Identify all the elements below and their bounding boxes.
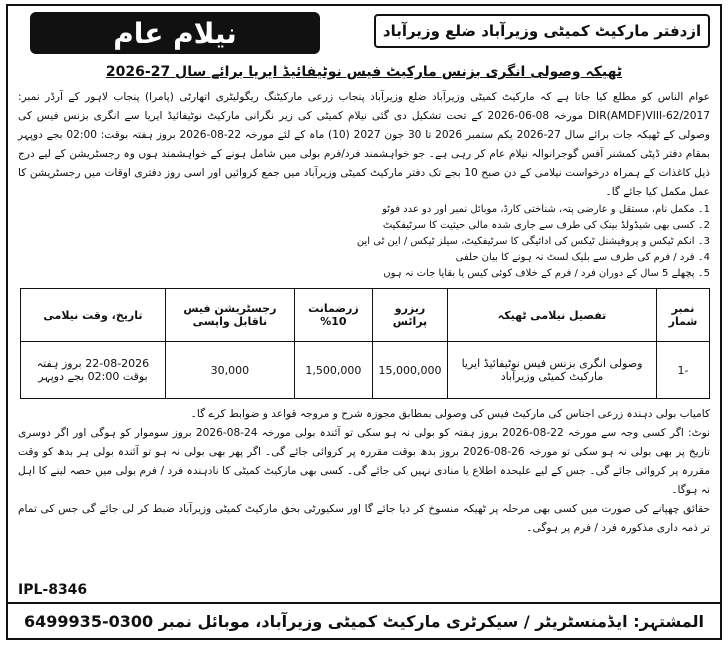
advertisement — [6, 4, 722, 640]
contract-title: ٹھیکہ وصولی انگری بزنس مارکیٹ فیس نوٹیفائیڈ ایریا برائے سال 27-2026 — [105, 64, 623, 80]
header — [8, 6, 720, 62]
table-row — [21, 342, 710, 399]
header-reserve-price: ریزرو پرائس — [372, 289, 447, 342]
condition-item: 3۔ انکم ٹیکس و پروفیشنل ٹیکس کی ادائیگی کا سرٹیفکیٹ، سیلز ٹیکس / این ٹی این — [356, 236, 710, 247]
auction-banner: نیلام عام — [30, 12, 320, 54]
auction-table — [20, 288, 710, 399]
header-security: زرضمانت 10% — [294, 289, 372, 342]
condition-item: 4۔ فرد / فرم کی طرف سے بلیک لسٹ نہ ہونے کا بیان حلفی — [455, 252, 710, 263]
conditions-list — [18, 202, 710, 282]
header-description: تفصیل نیلامی ٹھیکہ — [448, 289, 657, 342]
header-serial: نمبر شمار — [657, 289, 710, 342]
condition-item: 5۔ پچھلے 5 سال کے دوران فرد / فرم کے خلاف کوئی کیس یا بقایا جات نہ ہوں — [383, 268, 710, 279]
note-item: نوٹ: اگر کسی وجہ سے مورخہ 22-08-2026 بروز ہفتہ کو بولی نہ ہو سکی تو آئندہ بولی مورخہ 24-08-2026 بروز سوموار کو ہوگی اور اگر دوسری تاریخ پر بھی بولی نہ ہو سکی تو مورخہ 26-08-2026 بروز بدھ بوقت مقررہ پر کروائی جائے گی۔ اگر پھر بھی بولی نہ ہو تو آئندہ بولی ہر بدھ کو وقت مقررہ پر کروائی جائے گی۔ جس کے لیے علیحدہ اطلاع یا منادی نہیں کی جائے گی۔ کسی بھی مارکیٹ کمیٹی کا نادہندہ فرد / فرم بولی میں حصہ لینے کا اہل نہ ہوگا۔ — [18, 427, 710, 496]
header-registration-fee: رجسٹریشن فیس ناقابل واپسی — [165, 289, 294, 342]
office-name: ازدفتر مارکیٹ کمیٹی وزیرآباد ضلع وزیرآباد — [374, 14, 710, 48]
cell-serial: -1 — [657, 342, 710, 399]
note-item: کامیاب بولی دہندہ زرعی اجناس کی مارکیٹ فیس کی وصولی بمطابق مجوزہ شرح و مروجہ قواعد و ضوابط کرے گا۔ — [190, 408, 710, 420]
advertiser-footer: المشتہر: ایڈمنسٹریٹر / سیکرٹری مارکیٹ کمیٹی وزیرآباد، موبائل نمبر 0300-6499935 — [8, 602, 720, 638]
cell-description: وصولی انگری بزنس فیس نوٹیفائیڈ ایریا مارکیٹ کمیٹی وزیرآباد — [448, 342, 657, 399]
intro-paragraph: عوام الناس کو مطلع کیا جاتا ہے کہ مارکیٹ کمیٹی وزیرآباد ضلع وزیرآباد پنجاب زرعی مارکیٹنگ ریگولیٹری اتھارٹی (پامرا) پنجاب لاہور کے آرڈر نمبر: DIR(AMDF)VIII-62/2017 مورخہ 08-06-2026 کے تحت تشکیل دی گئی نیلام کمیٹی کی زیر نگرانی مارکیٹ نوٹیفائیڈ ایریا سے انگری بزنس فیس کی وصولی کے ٹھیکہ جات برائے سال 27-2026 یکم ستمبر 2026 تا 30 جون 2027 (10) ماہ کے لئے مورخہ 22-08-2026 بروز ہفتہ بوقت: 02:00 بجے دوپہر بمقام دفتر ڈپٹی کمشنر آفس گوجرانوالہ نیلام عام کر رہی ہے۔ جو خواہشمند فرد/فرم بولی میں شامل ہونے کے خواہشمند ہوں وہ رجسٹریشن کے لیے درج ذیل کاغذات کے ہمراہ درخواست نیلامی کے دن صبح 10 بجے تک دفتر مارکیٹ کمیٹی وزیرآباد میں جمع کروائیں اور اسی روز دفتری اوقات میں رجسٹریشن کا عمل مکمل کیا جائے گا۔ — [18, 91, 710, 198]
cell-reserve-price: 15,000,000 — [372, 342, 447, 399]
condition-item: 1۔ مکمل نام، مستقل و عارضی پتہ، شناختی کارڈ، موبائل نمبر اور دو عدد فوٹو — [382, 204, 710, 215]
notes — [18, 405, 710, 538]
table-header-row — [21, 289, 710, 342]
cell-datetime: 22-08-2026 بروز ہفتہ بوقت 02:00 بجے دوپہر — [21, 342, 166, 399]
header-datetime: تاریخ، وقت نیلامی — [21, 289, 166, 342]
note-item: حقائق چھپانے کی صورت میں کسی بھی مرحلہ پر ٹھیکہ منسوخ کر دیا جائے گا اور سکیورٹی بحق مارکیٹ کمیٹی وزیرآباد ضبط کر لی جائے گی جس کی تمام تر ذمہ داری مذکورہ فرد / فرم پر ہوگی۔ — [18, 503, 710, 534]
cell-security: 1,500,000 — [294, 342, 372, 399]
cell-registration-fee: 30,000 — [165, 342, 294, 399]
condition-item: 2۔ کسی بھی شیڈولڈ بینک کی طرف سے جاری شدہ مالی حیثیت کا سرٹیفکیٹ — [382, 220, 710, 231]
reference-number: IPL-8346 — [18, 582, 88, 598]
